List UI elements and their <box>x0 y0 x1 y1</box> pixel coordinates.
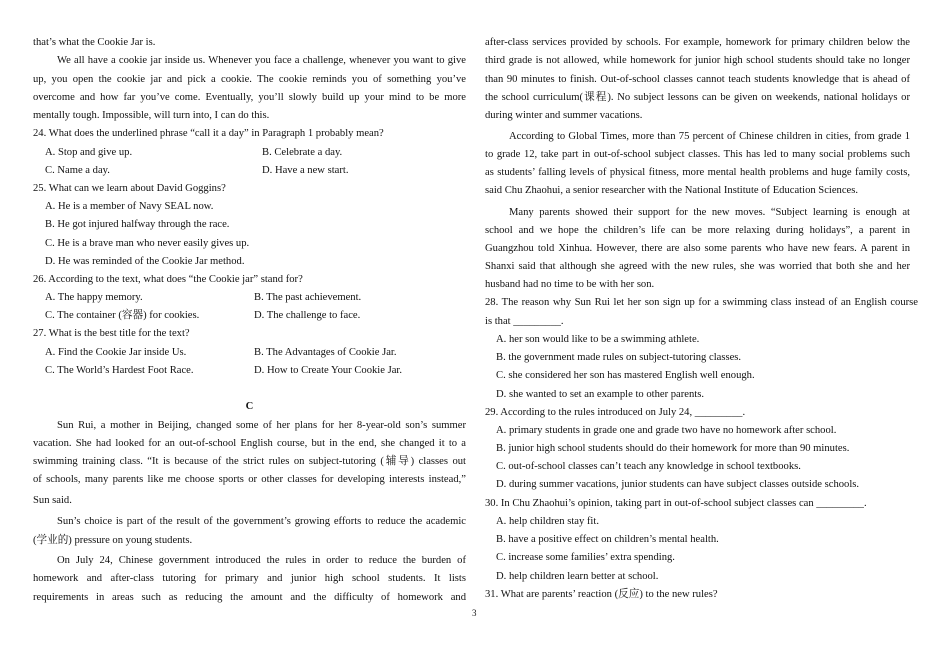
answer-option: B. The Advantages of Cookie Jar. <box>254 347 397 358</box>
answer-option: D. How to Create Your Cookie Jar. <box>254 365 403 376</box>
text-line: is that _________. <box>485 316 564 327</box>
text-line: the school curriculum(课程). No subject lessons can be given on weekends, national holidays or <box>485 92 910 103</box>
text-line: after-class services provided by schools. For example, homework for primary children below the <box>485 37 910 48</box>
text-line: Shanxi said that although she agreed with the new rules, she was worried that both she and her <box>485 261 910 272</box>
text-line: third grade is not allowed, while homework for junior high school students should take no longer <box>485 55 910 66</box>
answer-option: B. the government made rules on subject-tutoring classes. <box>496 352 742 363</box>
answer-option: B. have a positive effect on children’s mental health. <box>496 534 719 545</box>
text-line: vacation. She had looked for an out-of-school English course, but in the end, she changed it to a <box>33 438 466 449</box>
text-line: that’s what the Cookie Jar is. <box>33 37 156 48</box>
text-line: mentally tough. Impossible, will turn into, I can do this. <box>33 110 270 121</box>
section-heading: C <box>245 401 254 412</box>
answer-option: C. The World’s Hardest Foot Race. <box>45 365 194 376</box>
question-stem: 25. What can we learn about David Goggins? <box>33 183 226 194</box>
text-line: According to Global Times, more than 75 percent of Chinese children in cities, from grade 1 <box>509 131 910 142</box>
answer-option: D. The challenge to face. <box>254 310 361 321</box>
answer-option: A. help children stay fit. <box>496 516 599 527</box>
question-stem: 28. The reason why Sun Rui let her son sign up for a swimming class instead of an English course <box>485 297 918 308</box>
answer-option: B. He got injured halfway through the race. <box>45 219 230 230</box>
question-stem: 29. According to the rules introduced on July 24, _________. <box>485 407 746 418</box>
text-line: than 90 minutes to finish. Out-of-school classes cannot teach students knowledge that is ahead of <box>485 74 910 85</box>
answer-option: A. He is a member of Navy SEAL now. <box>45 201 214 212</box>
answer-option: C. He is a brave man who never easily gives up. <box>45 238 250 249</box>
answer-option: C. increase some families’ extra spending. <box>496 552 675 563</box>
question-stem: 30. In Chu Zhaohui’s opinion, taking part in out-of-school subject classes can _________. <box>485 498 867 509</box>
answer-option: D. during summer vacations, junior students can have subject classes outside schools. <box>496 479 860 490</box>
text-line: swimming training class. “It is because of the strict rules on subject-tutoring (辅导) classes out <box>33 456 466 467</box>
text-line: Guangzhou told Xinhua. However, there are also some parents who have new fears. A parent in <box>485 243 910 254</box>
answer-option: A. The happy memory. <box>45 292 143 303</box>
text-line: We all have a cookie jar inside us. Whenever you face a challenge, whenever you want to give <box>57 55 466 66</box>
answer-option: B. Celebrate a day. <box>262 147 343 158</box>
answer-option: C. she considered her son has mastered English well enough. <box>496 370 755 381</box>
answer-option: C. The container (容器) for cookies. <box>45 310 200 321</box>
text-line: On July 24, Chinese government introduced the rules in order to reduce the burden of <box>57 555 466 566</box>
question-stem: 27. What is the best title for the text? <box>33 328 190 339</box>
answer-option: D. He was reminded of the Cookie Jar method. <box>45 256 245 267</box>
text-line: homework and after-class tutoring for primary and junior high school students. It lists <box>33 573 466 584</box>
text-line: overcome and how far you’ve come. Eventually, you’ll slowly build up your mind to be more <box>33 92 466 103</box>
text-line: Sun Rui, a mother in Beijing, changed some of her plans for her 8-year-old son’s summer <box>57 420 466 431</box>
question-stem: 31. What are parents’ reaction (反应) to the new rules? <box>485 589 718 600</box>
text-line: (学业的) pressure on young students. <box>33 535 193 546</box>
text-line: as students’ falling levels of physical fitness, more mental health problems and huge family costs, <box>485 167 910 178</box>
text-line: Sun’s choice is part of the result of the government’s growing efforts to reduce the academic <box>57 516 466 527</box>
question-stem: 24. What does the underlined phrase “call it a day” in Paragraph 1 probably mean? <box>33 128 384 139</box>
text-line: of schools, many parents like me choose sports or other classes for developing interests instead,” <box>33 474 466 485</box>
text-line: said Chu Zhaohui, a senior researcher with the National Institute of Education Sciences. <box>485 185 859 196</box>
text-line: up, you open the cookie jar and pick a cookie. The cookie reminds you of something you’ve <box>33 74 466 85</box>
text-line: husband had no time to be with her son. <box>485 279 655 290</box>
answer-option: A. primary students in grade one and grade two have no homework after school. <box>496 425 837 436</box>
question-stem: 26. According to the text, what does “the Cookie jar” stand for? <box>33 274 303 285</box>
answer-option: D. she wanted to set an example to other parents. <box>496 389 704 400</box>
text-line: during winter and summer vacations. <box>485 110 643 121</box>
page-number: 3 <box>472 608 477 618</box>
text-line: school and we hope the children’s life can be more relaxing during holidays”, a parent in <box>485 225 910 236</box>
text-line: Many parents showed their support for the new moves. “Subject learning is enough at <box>509 207 910 218</box>
answer-option: A. Stop and give up. <box>45 147 133 158</box>
answer-option: C. Name a day. <box>45 165 110 176</box>
answer-option: B. junior high school students should do their homework for more than 90 minutes. <box>496 443 850 454</box>
answer-option: D. Have a new start. <box>262 165 349 176</box>
answer-option: C. out-of-school classes can’t teach any knowledge in school textbooks. <box>496 461 801 472</box>
answer-option: A. Find the Cookie Jar inside Us. <box>45 347 187 358</box>
answer-option: B. The past achievement. <box>254 292 362 303</box>
text-line: to grade 12, take part in out-of-school subject classes. This has led to many social problems such <box>485 149 910 160</box>
answer-option: A. her son would like to be a swimming athlete. <box>496 334 700 345</box>
answer-option: D. help children learn better at school. <box>496 571 659 582</box>
text-line: requirements in areas such as reducing the amount and the difficulty of homework and <box>33 592 466 603</box>
text-line: Sun said. <box>33 495 72 506</box>
